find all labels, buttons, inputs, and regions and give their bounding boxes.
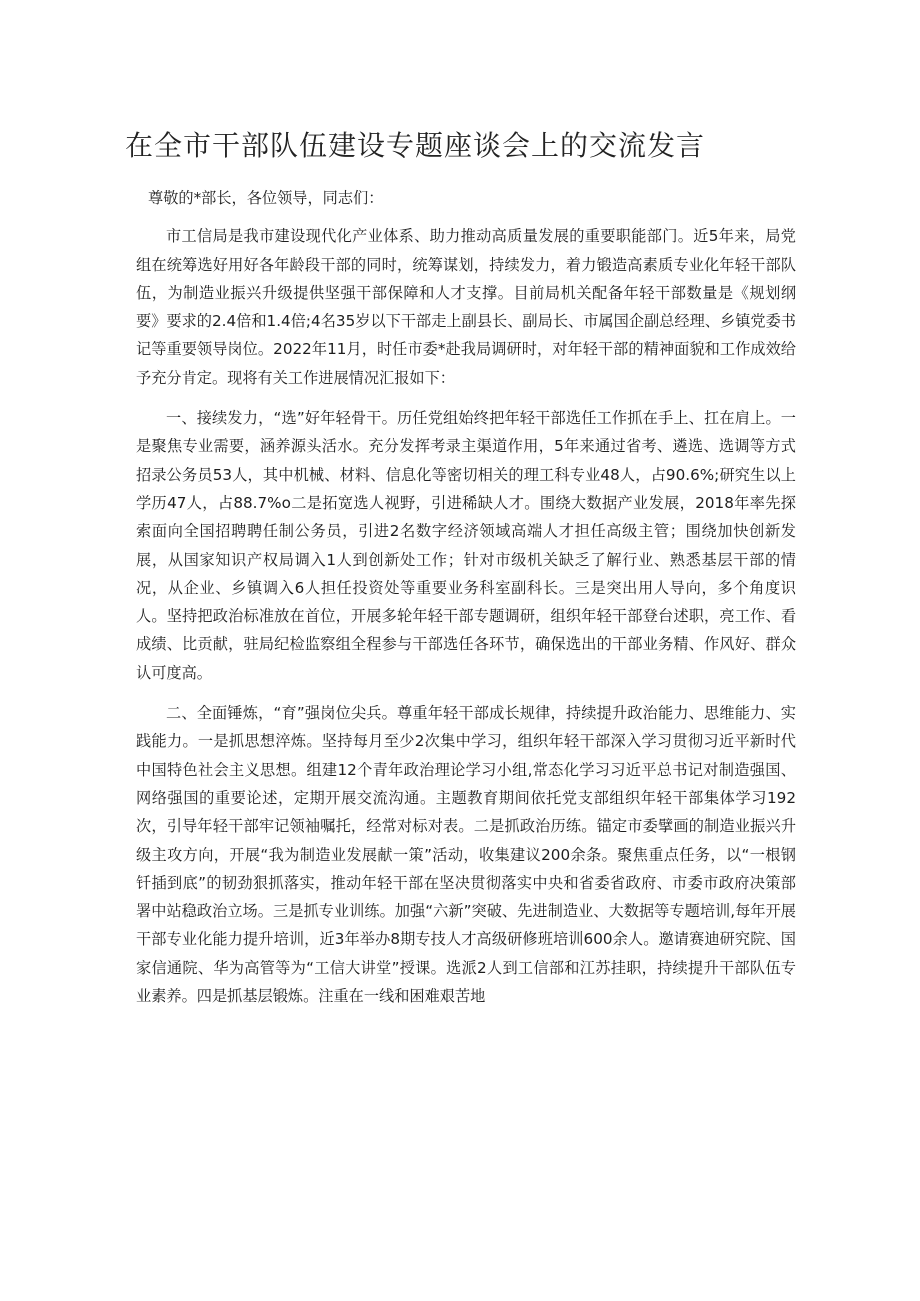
document-title: 在全市干部队伍建设专题座谈会上的交流发言 xyxy=(124,129,705,162)
document-body xyxy=(136,184,796,1022)
paragraph-section-one: 一、接续发力，“选”好年轻骨干。历任党组始终把年轻干部选任工作抓在手上、扛在肩上。一是聚焦专业需要，涵养源头活水。充分发挥考录主渠道作用，5年来通过省考、遴选、选调等方式招录公务员53人，其中机械、材料、信息化等密切相关的理工科专业48人，占90.6%;研究生以上学历47人，占88.7%o二是拓宽选人视野，引进稀缺人才。围绕大数据产业发展，2018年率先探索面向全国招聘聘任制公务员，引进2名数字经济领域高端人才担任高级主管；围绕加快创新发展，从国家知识产权局调入1人到创新处工作；针对市级机关缺乏了解行业、熟悉基层干部的情况，从企业、乡镇调入6人担任投资处等重要业务科室副科长。三是突出用人导向，多个角度识人。坚持把政治标准放在首位，开展多轮年轻干部专题调研，组织年轻干部登台述职，亮工作、看成绩、比贡献，驻局纪检监察组全程参与干部选任各环节，确保选出的干部业务精、作风好、群众认可度高。 xyxy=(136,409,796,682)
paragraph-section-two: 二、全面锤炼，“育”强岗位尖兵。尊重年轻干部成长规律，持续提升政治能力、思维能力、实践能力。一是抓思想淬炼。坚持每月至少2次集中学习，组织年轻干部深入学习贯彻习近平新时代中国特色社会主义思想。组建12个青年政治理论学习小组,常态化学习习近平总书记对制造强国、网络强国的重要论述，定期开展交流沟通。主题教育期间依托党支部组织年轻干部集体学习192次，引导年轻干部牢记领袖嘱托，经常对标对表。二是抓政治历练。锚定市委擘画的制造业振兴升级主攻方向，开展“我为制造业发展献一策”活动，收集建议200余条。聚焦重点任务，以“一根钢钎插到底”的韧劲狠抓落实，推动年轻干部在坚决贯彻落实中央和省委省政府、市委市政府决策部署中站稳政治立场。三是抓专业训练。加强“六新”突破、先进制造业、大数据等专题培训,每年开展干部专业化能力提升培训，近3年举办8期专技人才高级研修班培训600余人。邀请赛迪研究院、国家信通院、华为高管等为“工信大讲堂”授课。选派2人到工信部和江苏挂职，持续提升干部队伍专业素养。四是抓基层锻炼。注重在一线和困难艰苦地 xyxy=(136,704,796,1006)
paragraph-intro: 市工信局是我市建设现代化产业体系、助力推动高质量发展的重要职能部门。近5年来，局党组在统筹选好用好各年龄段干部的同时，统筹谋划，持续发力，着力锻造高素质专业化年轻干部队伍，为制造业振兴升级提供坚强干部保障和人才支撑。目前局机关配备年轻干部数量是《规划纲要》要求的2.4倍和1.4倍;4名35岁以下干部走上副县长、副局长、市属国企副总经理、乡镇党委书记等重要领导岗位。2022年11月，时任市委*赴我局调研时，对年轻干部的精神面貌和工作成效给予充分肯定。现将有关工作进展情况汇报如下： xyxy=(136,227,796,387)
salutation: 尊敬的*部长，各位领导，同志们： xyxy=(148,189,384,207)
